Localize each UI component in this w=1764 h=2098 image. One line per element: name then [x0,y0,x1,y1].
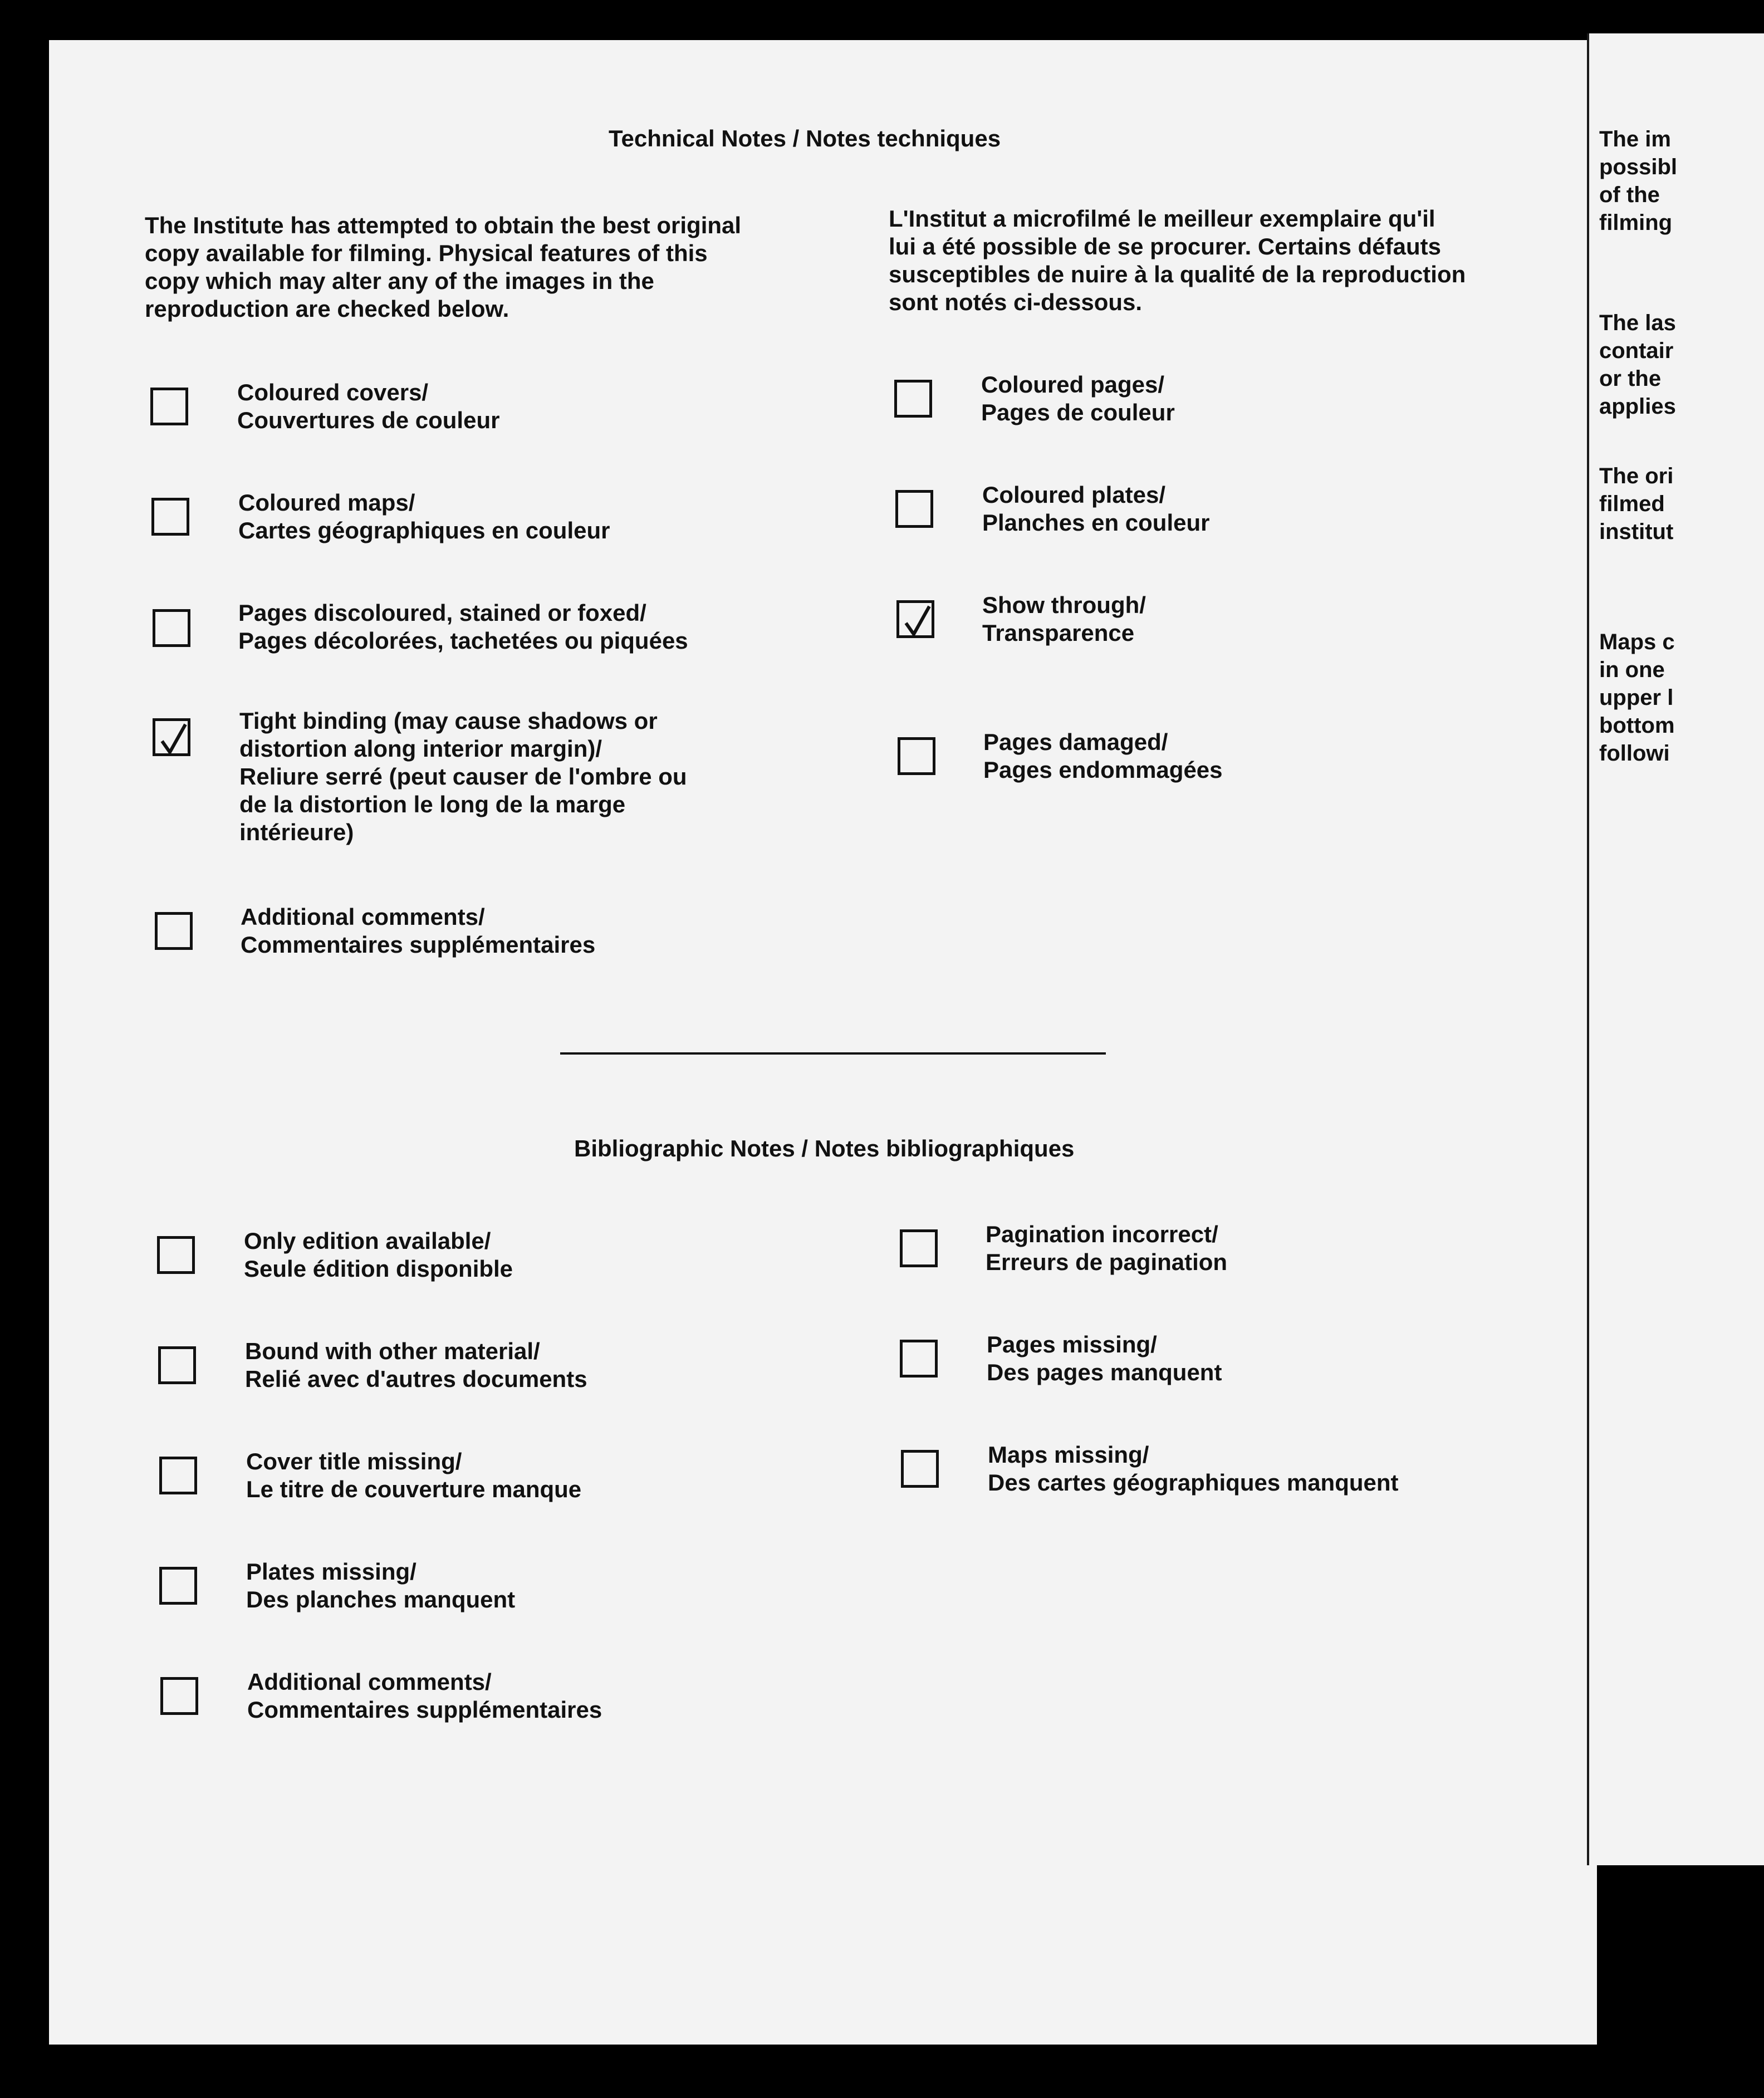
coloured-plates-label: Coloured plates/ Planches en couleur [982,482,1210,536]
next-page-edge [1587,33,1764,1865]
additional-comments-bibliographic-checkbox[interactable] [160,1677,198,1715]
bibliographic-notes-heading: Bibliographic Notes / Notes bibliographiques [574,1135,1075,1161]
additional-comments-bibliographic-label: Additional comments/ Commentaires supplémentaires [247,1669,602,1723]
cover-title-missing-label: Cover title missing/ Le titre de couverture manque [246,1448,582,1502]
coloured-maps-checkbox[interactable] [151,498,189,536]
pagination-incorrect-label: Pagination incorrect/ Erreurs de pagination [986,1221,1228,1275]
next-page-fragment: Maps c in one upper l bottom followi [1599,630,1675,766]
show-through-label: Show through/ Transparence [982,592,1146,646]
next-page-fragment: The las contair or the applies [1599,311,1676,419]
bound-with-label: Bound with other material/ Relié avec d'autres documents [245,1338,587,1392]
additional-comments-technical-checkbox[interactable] [155,912,193,950]
show-through-checkbox[interactable] [896,600,934,638]
technical-intro-fr: L'Institut a microfilmé le meilleur exemplaire qu'il lui a été possible de se procurer. Certains défauts susceptibles de nuire à la qualité de la reproduction sont notés ci-dessous. [889,205,1466,315]
bound-with-checkbox[interactable] [158,1346,196,1384]
pages-missing-checkbox[interactable] [900,1340,938,1378]
only-edition-checkbox[interactable] [157,1236,195,1274]
next-page-fragment: The ori filmed institut [1599,464,1674,544]
next-page-fragment: The im possibl of the filming [1599,127,1678,235]
pages-damaged-checkbox[interactable] [898,737,935,775]
maps-missing-label: Maps missing/ Des cartes géographiques manquent [988,1442,1399,1496]
only-edition-label: Only edition available/ Seule édition disponible [244,1228,513,1282]
tight-binding-checkbox[interactable] [153,718,190,756]
section-divider [560,1052,1106,1055]
coloured-maps-label: Coloured maps/ Cartes géographiques en couleur [238,489,610,543]
cover-title-missing-checkbox[interactable] [159,1457,197,1494]
checkmark-icon [160,722,188,756]
coloured-pages-checkbox[interactable] [894,380,932,418]
coloured-pages-label: Coloured pages/ Pages de couleur [981,371,1175,425]
pages-discoloured-label: Pages discoloured, stained or foxed/ Pages décolorées, tachetées ou piquées [238,600,688,654]
additional-comments-technical-label: Additional comments/ Commentaires supplémentaires [241,904,596,958]
checkmark-icon [904,604,932,638]
maps-missing-checkbox[interactable] [901,1450,939,1488]
pages-discoloured-checkbox[interactable] [153,609,190,647]
technical-notes-heading: Technical Notes / Notes techniques [609,125,1001,151]
plates-missing-label: Plates missing/ Des planches manquent [246,1558,516,1612]
coloured-plates-checkbox[interactable] [895,490,933,528]
pages-damaged-label: Pages damaged/ Pages endommagées [983,729,1223,783]
pagination-incorrect-checkbox[interactable] [900,1229,938,1267]
technical-intro-en: The Institute has attempted to obtain the best original copy available for filming. Physical features of this copy which may alter any of the images in the reproduction are checked below. [145,212,742,322]
coloured-covers-label: Coloured covers/ Couvertures de couleur [237,379,500,433]
coloured-covers-checkbox[interactable] [150,388,188,425]
tight-binding-label: Tight binding (may cause shadows or distortion along interior margin)/ Reliure serré (peut causer de l'ombre ou de la distortion le long de la marge intérieure) [239,708,687,845]
notes-page [49,40,1597,2045]
pages-missing-label: Pages missing/ Des pages manquent [987,1331,1222,1385]
plates-missing-checkbox[interactable] [159,1567,197,1605]
